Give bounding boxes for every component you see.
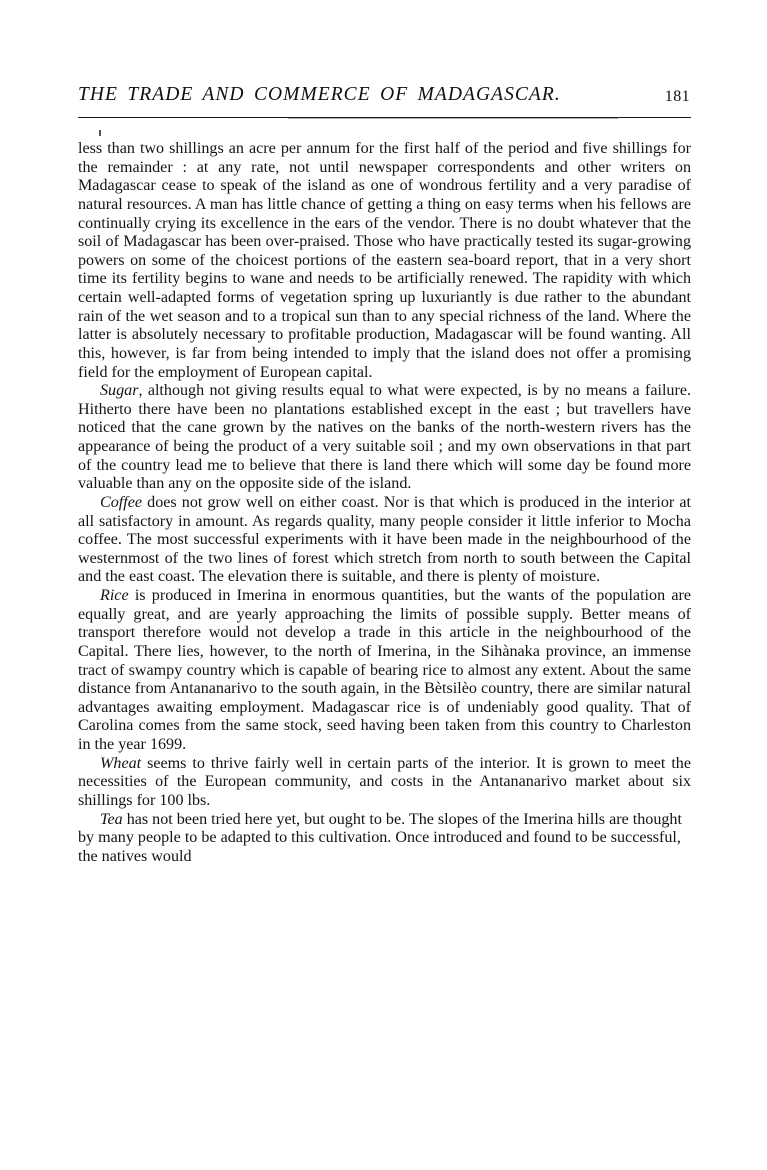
header-rule-divider <box>78 117 691 118</box>
paragraph-text: is produced in Imerina in enormous quantities, but the wants of the population are equally great, and are yearly approaching the limits of possible supply. Better means of transport therefore would not develop a trade in this article in the neighbourhood of the Capital. There lies, however, to the north of Imerina, in the Sihànaka province, an immense tract of swampy country which is capable of bearing rice to almost any extent. About the same distance from Antananarivo to the south again, in the Bètsilèo country, there are similar natural advantages awaiting employment. Madagascar rice is of undeniably good quality. That of Carolina comes from the same stock, seed having been taken from this country to Charleston in the year 1699. <box>78 587 691 753</box>
paragraph-text: less than two shillings an acre per annum for the first half of the period and five shillings for the remainder : at any rate, not until newspaper correspondents and other writers on Madagascar cease to speak of the island as one of wondrous fertility and a very paradise of natural resources. A man has little chance of getting a thing on easy terms when his fellows are continually crying its excellence in the ears of the vendor. There is no doubt whatever that the soil of Madagascar has been over-praised. Those who have practically tested its sugar-growing powers on some of the choicest portions of the eastern sea-board report, that in a very short time its fertility begins to wane and needs to be artificially renewed. The rapidity with which certain well-adapted forms of vegetation spring up luxuriantly is due rather to the abundant rain of the wet season and to a tropical sun than to any special richness of the land. Where the latter is absolutely necessary to profitable production, Madagascar will be found wanting. All this, however, is far from being intended to imply that the island does not offer a promising field for the employment of European capital. <box>78 140 691 381</box>
para-rice <box>78 587 691 755</box>
para-tea <box>78 811 691 867</box>
paragraph-lead-word: Tea <box>100 810 123 828</box>
para-soil <box>78 140 691 382</box>
paragraph-text: does not grow well on either coast. Nor is that which is produced in the interior at all satisfactory in amount. As regards quality, many people consider it little inferior to Mocha coffee. The most successful experiments with it have been made in the neighbourhood of the westernmost of the two lines of forest which stretch from north to south between the Capital and the east coast. The elevation there is suitable, and there is plenty of moisture. <box>78 493 691 586</box>
paragraph-lead-word: Coffee <box>100 493 143 511</box>
para-sugar <box>78 382 691 494</box>
scan-speck-artifact <box>99 130 101 136</box>
paragraph-text: , although not giving results equal to what were expected, is by no means a failure. Hitherto there have been no plantations established except in the east ; but travellers have noticed that the cane grown by the natives on the banks of the north-western rivers has the appearance of being the product of a very suitable soil ; and my own observations in that part of the country lead me to believe that there is land there which will some day be found more valuable than any on the opposite side of the island. <box>78 382 691 493</box>
paragraph-text: seems to thrive fairly well in certain parts of the interior. It is grown to meet the necessities of the European community, and costs in the Antananarivo market about six shillings for 100 lbs. <box>78 754 691 809</box>
page-folio-number: 181 <box>664 88 690 105</box>
para-coffee <box>78 494 691 587</box>
paragraph-lead-word: Rice <box>100 587 129 604</box>
body-text-block <box>78 140 691 866</box>
running-head-title: THE TRADE AND COMMERCE OF MADAGASCAR. <box>78 84 561 105</box>
running-head <box>78 84 690 106</box>
paragraph-lead-word: Wheat <box>100 754 142 772</box>
paragraph-lead-word: Sugar <box>100 382 139 400</box>
paragraph-text: has not been tried here yet, but ought to be. The slopes of the Imerina hills are thought by many people to be adapted to this cultivation. Once introduced and found to be successful, the natives would <box>78 810 682 865</box>
para-wheat <box>78 755 691 811</box>
